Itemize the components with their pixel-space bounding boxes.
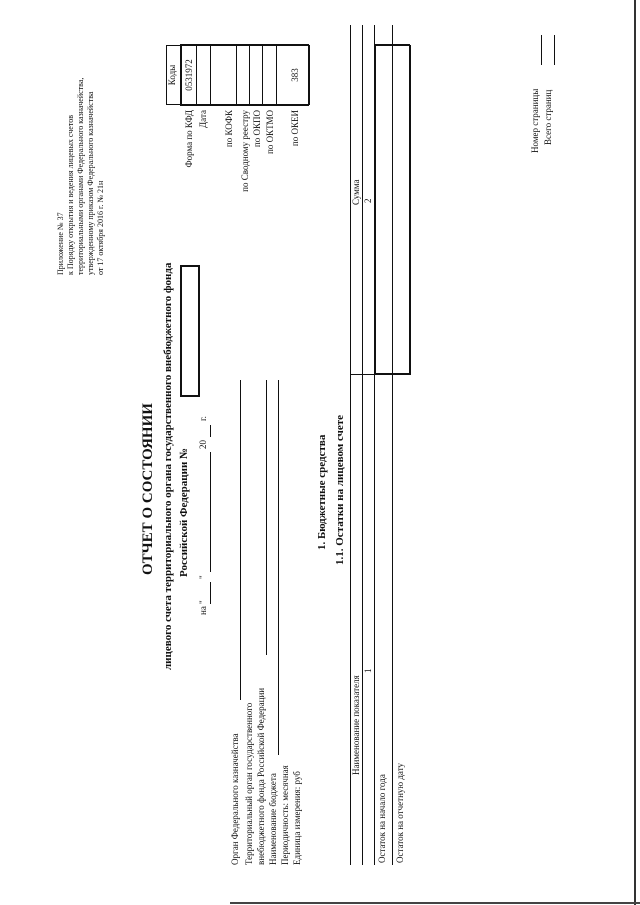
col-number-1: 1 [363,668,373,673]
report-subtitle-line1: лицевого счета территориального органа государственного внебюджетного фонда [162,262,174,670]
code-label-kofk: по КОФК [224,110,234,148]
code-value-okei[interactable]: 383 [290,68,300,82]
code-label-okpo: по ОКПО [252,110,262,148]
date-month-line [210,452,211,572]
date-year-line [210,425,211,437]
appendix-line: Приложение № 37 [56,212,65,275]
page-number-line[interactable] [541,35,542,65]
date-year-suffix: г. [198,416,208,421]
field-periodicity: Периодичность: месячная [280,765,290,865]
field-territorial-line1: Территориальный орган государственного [244,702,254,865]
date-prefix: на " [198,600,208,615]
section-title: 1. Бюджетные средства [316,434,328,550]
code-value-kfd[interactable]: 0531972 [184,59,194,91]
codes-header: Коды [167,64,177,86]
code-label-date: Дата [198,110,208,128]
date-quote: " [198,575,208,579]
section-subtitle: 1.1. Остатки на лицевом счете [334,414,346,565]
report-subtitle-line2: Российской Федерации № [178,447,190,577]
total-pages-line[interactable] [554,35,555,65]
budget-name-line [278,380,279,755]
field-organ-fk: Орган Федерального казначейства [230,733,240,865]
code-label-svodny: по Сводному реестру [240,110,250,192]
field-budget-name: Наименование бюджета [268,773,278,865]
territorial-line [266,380,267,655]
account-number-box[interactable] [180,265,200,397]
organ-fk-line [240,380,241,700]
total-pages-label: Всего страниц [543,89,553,145]
col-header-sum: Сумма [351,179,361,205]
date-day-line [210,582,211,604]
appendix-line: от 17 октября 2016 г. № 21н [96,180,105,275]
row-label-start-year: Остаток на начало года [377,774,387,863]
col-header-name: Наименование показателя [351,675,361,775]
code-label-oktmo: по ОКТМО [265,110,275,154]
code-label-kfd: Форма по КФД [184,110,194,168]
code-label-okei: по ОКЕИ [290,110,300,147]
field-territorial-line2: внебюджетного фонда Российской Федерации [256,687,266,865]
col-number-2: 2 [363,198,373,203]
appendix-line: к Порядку открытия и ведения лицевых счетов [66,114,75,275]
appendix-line: территориальными органами Федерального казначейства, [76,77,85,275]
row-label-report-date: Остаток на отчетную дату [395,762,405,863]
date-year-prefix: 20 [198,440,208,449]
field-unit: Единица измерения: руб [292,771,302,865]
report-title: ОТЧЕТ О СОСТОЯНИИ [140,403,156,575]
appendix-line: утвержденному приказом Федерального казначейства [86,91,95,275]
page-number-label: Номер страницы [530,88,540,153]
